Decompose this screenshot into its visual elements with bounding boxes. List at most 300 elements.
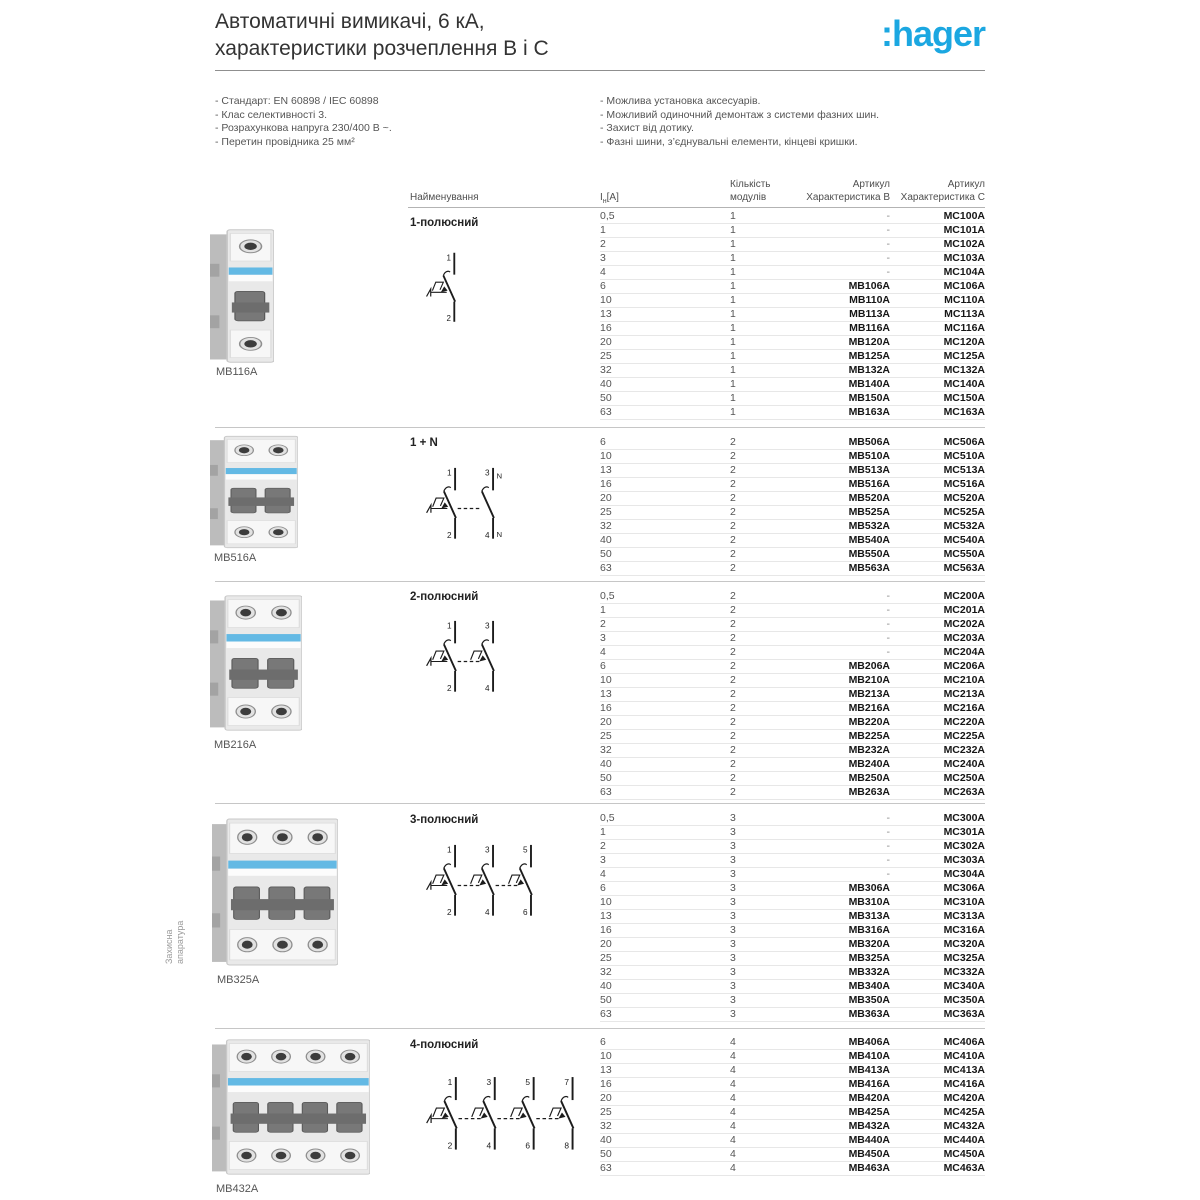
- cell-modules: 4: [730, 1134, 736, 1146]
- feature-item: - Можлива установка аксесуарів.: [600, 95, 761, 107]
- table-row: [600, 757, 985, 772]
- table-row: [600, 335, 985, 350]
- current-subscript: н: [602, 198, 607, 205]
- table-row: [600, 659, 985, 674]
- cell-article-c: MC225A: [943, 730, 985, 742]
- page-title-line1: Автоматичні вимикачі, 6 кА,: [215, 10, 485, 33]
- cell-current: 1: [600, 224, 606, 236]
- cell-current: 2: [600, 618, 606, 630]
- cell-current: 50: [600, 772, 612, 784]
- cell-current: 32: [600, 1120, 612, 1132]
- cell-current: 4: [600, 266, 606, 278]
- cell-modules: 2: [730, 450, 736, 462]
- cell-article-b: MB313A: [848, 910, 890, 922]
- cell-article-c: MC106A: [943, 280, 985, 292]
- cell-modules: 2: [730, 730, 736, 742]
- cell-article-b: MB320A: [848, 938, 890, 950]
- feature-item: - Можливий одиночний демонтаж з системи фазних шин.: [600, 108, 880, 121]
- circuit-diagram: [424, 461, 514, 548]
- svg-text:1: 1: [447, 468, 452, 478]
- cell-article-b: MB116A: [849, 322, 890, 334]
- table-row: [600, 237, 985, 252]
- section-title: 1 + N: [410, 437, 438, 449]
- table-header-divider: [408, 207, 985, 208]
- cell-article-c: MC150A: [943, 392, 985, 404]
- circuit-diagram: [424, 246, 475, 331]
- cell-current: 40: [600, 980, 612, 992]
- table-row: [600, 505, 985, 520]
- cell-current: 6: [600, 882, 606, 894]
- cell-article-c: MC116A: [944, 322, 985, 334]
- cell-current: 32: [600, 966, 612, 978]
- table-row: [600, 1161, 985, 1176]
- table-row: [600, 1119, 985, 1134]
- cell-current: 16: [600, 702, 612, 714]
- feature-list-right: [600, 95, 879, 149]
- cell-modules: 1: [730, 294, 736, 306]
- cell-current: 6: [600, 1036, 606, 1048]
- table-row: [600, 645, 985, 660]
- cell-current: 25: [600, 730, 612, 742]
- table-row: [600, 1091, 985, 1106]
- cell-article-c: MC140A: [943, 378, 985, 390]
- cell-current: 6: [600, 660, 606, 672]
- cell-article-c: MC363A: [943, 1008, 985, 1020]
- cell-modules: 2: [730, 688, 736, 700]
- cell-modules: 1: [730, 336, 736, 348]
- feature-list-left: [215, 95, 392, 149]
- cell-article-b: MB163A: [848, 406, 890, 418]
- svg-text:2: 2: [446, 313, 451, 323]
- cell-modules: 1: [730, 280, 736, 292]
- cell-article-c: MC510A: [943, 450, 985, 462]
- column-header-name: Найменування: [410, 192, 479, 203]
- cell-article-b: -: [886, 604, 890, 616]
- cell-modules: 1: [730, 252, 736, 264]
- cell-modules: 4: [730, 1120, 736, 1132]
- cell-article-c: MC416A: [943, 1078, 985, 1090]
- table-row: [600, 673, 985, 688]
- cell-current: 63: [600, 406, 612, 418]
- svg-text:3: 3: [486, 1077, 492, 1088]
- column-header-article-b: Артикул Характеристика B: [806, 179, 890, 203]
- cell-article-b: MB316A: [848, 924, 890, 936]
- product-photo: [212, 1037, 370, 1182]
- cell-modules: 1: [730, 322, 736, 334]
- cell-article-b: MB432A: [848, 1120, 890, 1132]
- product-photo: [210, 593, 302, 738]
- cell-article-b: MB150A: [848, 392, 890, 404]
- cell-current: 16: [600, 1078, 612, 1090]
- cell-article-b: -: [886, 618, 890, 630]
- column-header-article-c: Артикул Характеристика C: [900, 179, 985, 203]
- table-row: [600, 363, 985, 378]
- cell-modules: 2: [730, 604, 736, 616]
- cell-article-b: MB220A: [848, 716, 890, 728]
- cell-current: 40: [600, 758, 612, 770]
- cell-article-c: MC204A: [943, 646, 985, 658]
- svg-text:N: N: [496, 529, 503, 539]
- cell-current: 25: [600, 350, 612, 362]
- cell-article-c: MC413A: [943, 1064, 985, 1076]
- svg-text:3: 3: [485, 621, 490, 631]
- cell-current: 10: [600, 450, 612, 462]
- cell-current: 63: [600, 786, 612, 798]
- cell-current: 50: [600, 548, 612, 560]
- svg-text:4: 4: [485, 907, 490, 917]
- table-row: [600, 993, 985, 1008]
- cell-article-c: MC100A: [943, 210, 985, 222]
- cell-article-c: MC232A: [943, 744, 985, 756]
- table-row: [600, 715, 985, 730]
- table-row: [600, 603, 985, 618]
- cell-article-b: MB350A: [848, 994, 890, 1006]
- cell-modules: 1: [730, 210, 736, 222]
- product-code-caption: MB216A: [214, 739, 257, 751]
- header-divider: [215, 70, 985, 71]
- svg-text:2: 2: [447, 530, 452, 540]
- cell-modules: 3: [730, 910, 736, 922]
- cell-article-c: MC463A: [943, 1162, 985, 1174]
- svg-text:4: 4: [486, 1140, 492, 1151]
- side-label-line1: Захисна: [164, 929, 174, 964]
- cell-article-c: MC350A: [943, 994, 985, 1006]
- cell-article-b: MB450A: [848, 1148, 890, 1160]
- cell-article-b: MB506A: [848, 436, 890, 448]
- cell-modules: 3: [730, 924, 736, 936]
- cell-current: 4: [600, 868, 606, 880]
- section-title: 1-полюсний: [410, 217, 479, 229]
- cell-modules: 2: [730, 660, 736, 672]
- cell-modules: 2: [730, 548, 736, 560]
- cell-article-b: MB340A: [848, 980, 890, 992]
- cell-current: 20: [600, 716, 612, 728]
- cell-article-c: MC201A: [943, 604, 985, 616]
- cell-article-b: MB310A: [848, 896, 890, 908]
- product-photo: [212, 816, 338, 973]
- svg-text:5: 5: [525, 1077, 531, 1088]
- cell-article-c: MC406A: [943, 1036, 985, 1048]
- cell-article-c: MC302A: [943, 840, 985, 852]
- current-unit: [A]: [606, 192, 619, 203]
- cell-article-b: MB110A: [849, 294, 890, 306]
- cell-article-b: MB406A: [848, 1036, 890, 1048]
- cell-article-c: MC425A: [943, 1106, 985, 1118]
- cell-current: 10: [600, 294, 612, 306]
- cell-article-b: MB363A: [848, 1008, 890, 1020]
- cell-current: 20: [600, 492, 612, 504]
- cell-modules: 3: [730, 868, 736, 880]
- cell-article-c: MC310A: [943, 896, 985, 908]
- cell-modules: 3: [730, 966, 736, 978]
- column-header-modules: Кількість модулів: [730, 179, 771, 203]
- table-row: [600, 867, 985, 882]
- cell-current: 40: [600, 1134, 612, 1146]
- table-row: [600, 293, 985, 308]
- cell-article-b: MB106A: [848, 280, 890, 292]
- table-row: [600, 1147, 985, 1162]
- cell-modules: 3: [730, 980, 736, 992]
- cell-modules: 2: [730, 464, 736, 476]
- cell-modules: 4: [730, 1092, 736, 1104]
- cell-article-b: -: [886, 826, 890, 838]
- cell-article-b: MB420A: [848, 1092, 890, 1104]
- product-code-caption: MB116A: [216, 366, 258, 378]
- hager-logo: :hager: [880, 13, 985, 54]
- table-row: [600, 223, 985, 238]
- svg-text:7: 7: [564, 1077, 570, 1088]
- cell-article-c: MC300A: [943, 812, 985, 824]
- cell-article-b: MB416A: [848, 1078, 890, 1090]
- cell-article-b: -: [886, 224, 890, 236]
- circuit-diagram: [424, 838, 552, 925]
- table-row: [600, 1035, 985, 1050]
- cell-article-c: MC410A: [943, 1050, 985, 1062]
- table-row: [600, 561, 985, 576]
- feature-item: - Фазні шини, з’єднувальні елементи, кінцеві кришки.: [600, 135, 858, 148]
- cell-article-b: MB250A: [848, 772, 890, 784]
- svg-text:6: 6: [522, 907, 528, 917]
- cell-modules: 4: [730, 1050, 736, 1062]
- table-row: [600, 435, 985, 450]
- cell-modules: 2: [730, 758, 736, 770]
- table-row: [600, 377, 985, 392]
- cell-current: 3: [600, 632, 606, 644]
- table-row: [600, 391, 985, 406]
- cell-modules: 2: [730, 534, 736, 546]
- cell-current: 6: [600, 280, 606, 292]
- cell-article-c: MC506A: [943, 436, 985, 448]
- table-row: [600, 771, 985, 786]
- cell-modules: 1: [730, 308, 736, 320]
- cell-article-c: MC200A: [943, 590, 985, 602]
- cell-modules: 2: [730, 478, 736, 490]
- cell-article-b: MB463A: [848, 1162, 890, 1174]
- table-row: [600, 617, 985, 632]
- table-row: [600, 251, 985, 266]
- cell-current: 20: [600, 336, 612, 348]
- cell-article-b: MB213A: [848, 688, 890, 700]
- cell-current: 32: [600, 744, 612, 756]
- table-row: [600, 687, 985, 702]
- cell-current: 10: [600, 674, 612, 686]
- svg-text:5: 5: [522, 845, 528, 855]
- svg-text:2: 2: [447, 907, 452, 917]
- cell-modules: 2: [730, 506, 736, 518]
- side-label-line2: апаратура: [175, 920, 185, 964]
- cell-article-c: MC525A: [943, 506, 985, 518]
- cell-modules: 2: [730, 646, 736, 658]
- cell-current: 6: [600, 436, 606, 448]
- cell-article-c: MC303A: [943, 854, 985, 866]
- cell-current: 13: [600, 910, 612, 922]
- table-row: [600, 279, 985, 294]
- cell-modules: 2: [730, 632, 736, 644]
- cell-current: 0,5: [600, 590, 615, 602]
- cell-article-b: MB413A: [848, 1064, 890, 1076]
- cell-current: 16: [600, 322, 612, 334]
- cell-current: 25: [600, 506, 612, 518]
- cell-modules: 2: [730, 562, 736, 574]
- table-row: [600, 965, 985, 980]
- cell-current: 25: [600, 1106, 612, 1118]
- cell-article-b: -: [886, 868, 890, 880]
- feature-item: - Розрахункова напруга 230/400 В ~.: [215, 122, 392, 134]
- cell-modules: 3: [730, 812, 736, 824]
- product-photo: [210, 434, 298, 555]
- table-row: [600, 1105, 985, 1120]
- cell-article-c: MC132A: [943, 364, 985, 376]
- cell-article-c: MC432A: [943, 1120, 985, 1132]
- cell-current: 3: [600, 854, 606, 866]
- table-row: [600, 923, 985, 938]
- cell-article-c: MC540A: [943, 534, 985, 546]
- cell-current: 3: [600, 252, 606, 264]
- cell-article-b: -: [886, 238, 890, 250]
- table-row: [600, 533, 985, 548]
- cell-article-c: MC113A: [944, 308, 985, 320]
- cell-current: 63: [600, 1008, 612, 1020]
- table-row: [600, 631, 985, 646]
- cell-article-c: MC263A: [943, 786, 985, 798]
- table-row: [600, 463, 985, 478]
- column-header-current: [600, 191, 619, 208]
- cell-article-b: -: [886, 646, 890, 658]
- cell-article-c: MC103A: [943, 252, 985, 264]
- cell-modules: 1: [730, 224, 736, 236]
- cell-article-c: MC240A: [943, 758, 985, 770]
- cell-modules: 2: [730, 786, 736, 798]
- cell-current: 13: [600, 688, 612, 700]
- svg-text:3: 3: [485, 468, 490, 478]
- cell-current: 0,5: [600, 812, 615, 824]
- cell-article-c: MC163A: [943, 406, 985, 418]
- cell-modules: 2: [730, 618, 736, 630]
- section-divider: [215, 427, 985, 428]
- svg-text:1: 1: [446, 253, 451, 263]
- svg-text:1: 1: [447, 1077, 453, 1088]
- cell-article-c: MC313A: [943, 910, 985, 922]
- table-row: [600, 853, 985, 868]
- cell-article-b: -: [886, 854, 890, 866]
- cell-modules: 4: [730, 1064, 736, 1076]
- cell-article-b: -: [886, 210, 890, 222]
- cell-current: 10: [600, 1050, 612, 1062]
- cell-modules: 2: [730, 772, 736, 784]
- cell-article-b: MB440A: [848, 1134, 890, 1146]
- cell-modules: 3: [730, 854, 736, 866]
- table-row: [600, 1133, 985, 1148]
- circuit-diagram: [424, 1070, 594, 1159]
- svg-text:2: 2: [447, 1140, 453, 1151]
- cell-current: 0,5: [600, 210, 615, 222]
- cell-article-c: MC110A: [944, 294, 985, 306]
- cell-article-c: MC532A: [943, 520, 985, 532]
- cell-current: 1: [600, 604, 606, 616]
- cell-article-b: -: [886, 590, 890, 602]
- svg-text:4: 4: [485, 530, 490, 540]
- cell-modules: 2: [730, 702, 736, 714]
- svg-text:1: 1: [447, 845, 452, 855]
- cell-article-c: MC420A: [943, 1092, 985, 1104]
- cell-article-c: MC203A: [943, 632, 985, 644]
- cell-article-c: MC563A: [943, 562, 985, 574]
- cell-current: 13: [600, 464, 612, 476]
- table-row: [600, 1049, 985, 1064]
- cell-current: 50: [600, 994, 612, 1006]
- table-row: [600, 839, 985, 854]
- cell-modules: 1: [730, 238, 736, 250]
- table-row: [600, 209, 985, 224]
- cell-article-c: MC306A: [943, 882, 985, 894]
- section-title: 2-полюсний: [410, 591, 479, 603]
- cell-modules: 1: [730, 406, 736, 418]
- cell-article-c: MC220A: [943, 716, 985, 728]
- cell-article-b: MB550A: [848, 548, 890, 560]
- cell-article-b: MB516A: [848, 478, 890, 490]
- cell-current: 13: [600, 1064, 612, 1076]
- table-row: [600, 477, 985, 492]
- section-title: 3-полюсний: [410, 814, 479, 826]
- cell-modules: 1: [730, 350, 736, 362]
- table-row: [600, 321, 985, 336]
- table-row: [600, 519, 985, 534]
- cell-current: 63: [600, 562, 612, 574]
- cell-article-c: MC340A: [943, 980, 985, 992]
- page-title: [215, 8, 549, 62]
- cell-current: 32: [600, 520, 612, 532]
- table-row: [600, 701, 985, 716]
- cell-modules: 2: [730, 492, 736, 504]
- cell-modules: 3: [730, 1008, 736, 1020]
- cell-modules: 3: [730, 952, 736, 964]
- cell-article-c: MC513A: [943, 464, 985, 476]
- cell-current: 1: [600, 826, 606, 838]
- cell-modules: 1: [730, 266, 736, 278]
- cell-modules: 4: [730, 1078, 736, 1090]
- cell-current: 4: [600, 646, 606, 658]
- table-row: [600, 589, 985, 604]
- feature-item: - Перетин провідника 25 мм²: [215, 135, 355, 148]
- section-divider: [215, 581, 985, 582]
- product-code-caption: MB516A: [214, 552, 257, 564]
- cell-article-b: MB225A: [848, 730, 890, 742]
- cell-modules: 4: [730, 1162, 736, 1174]
- table-row: [600, 729, 985, 744]
- current-symbol: I: [600, 192, 603, 203]
- cell-article-b: MB510A: [848, 450, 890, 462]
- svg-text:3: 3: [485, 845, 490, 855]
- cell-modules: 3: [730, 882, 736, 894]
- table-row: [600, 825, 985, 840]
- cell-modules: 1: [730, 364, 736, 376]
- table-row: [600, 895, 985, 910]
- table-row: [600, 785, 985, 800]
- cell-article-c: MC216A: [943, 702, 985, 714]
- table-row: [600, 937, 985, 952]
- cell-article-b: MB532A: [848, 520, 890, 532]
- side-category-label: [164, 854, 186, 964]
- table-row: [600, 951, 985, 966]
- cell-article-c: MC213A: [943, 688, 985, 700]
- cell-article-c: MC304A: [943, 868, 985, 880]
- cell-article-b: MB206A: [848, 660, 890, 672]
- cell-article-c: MC320A: [943, 938, 985, 950]
- table-row: [600, 491, 985, 506]
- cell-article-c: MC550A: [943, 548, 985, 560]
- table-row: [600, 349, 985, 364]
- table-row: [600, 265, 985, 280]
